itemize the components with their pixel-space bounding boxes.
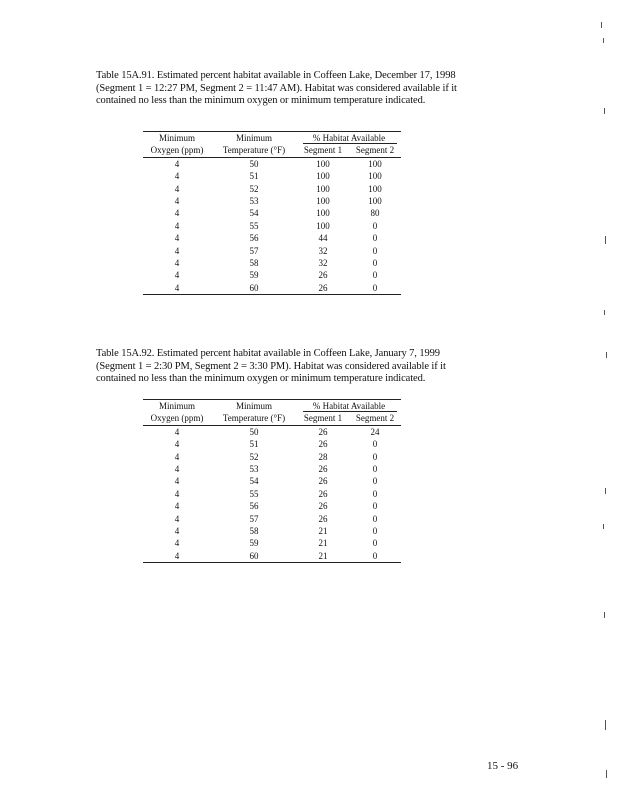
table-row [143,463,401,475]
cell-oxygen: 4 [174,270,180,281]
cell-temperature: 60 [211,550,297,563]
table-row [143,183,401,195]
cell-oxygen: 4 [174,476,180,487]
cell-segment-1: 26 [318,426,328,437]
col-temperature-header-line1: Minimum [211,400,297,413]
cell-segment-1: 26 [318,501,328,512]
cell-segment-2: 0 [372,270,378,281]
cell-oxygen: 4 [174,439,180,450]
cell-temperature: 59 [249,538,259,549]
cell-temperature: 56 [249,233,259,244]
cell-temperature: 52 [249,451,259,462]
table-row [143,232,401,244]
cell-oxygen: 4 [174,258,180,269]
cell-segment-2: 100 [368,183,382,194]
col-temperature-header-line1: Minimum [211,132,297,145]
cell-temperature: 55 [249,220,259,231]
scan-artifact [604,612,605,618]
cell-oxygen: 4 [174,158,180,169]
cell-segment-1: 26 [318,488,328,499]
cell-segment-1: 44 [318,233,328,244]
cell-temperature: 54 [249,208,259,219]
cell-oxygen: 4 [143,282,211,295]
table-row [143,220,401,232]
table-row [143,451,401,463]
table-row [143,195,401,207]
table-row [143,438,401,450]
scan-artifact [601,22,602,28]
cell-temperature: 51 [249,439,259,450]
cell-segment-1: 26 [318,270,328,281]
habitat-available-label: % Habitat Available [312,401,386,411]
table-2-body [143,425,401,562]
cell-segment-2: 0 [372,526,378,537]
cell-temperature: 58 [249,526,259,537]
scan-artifact [606,352,607,358]
habitat-table-2 [143,399,401,563]
table-row [143,245,401,257]
cell-segment-1: 100 [316,208,330,219]
col-oxygen-header-line2: Oxygen (ppm) [143,144,211,157]
table-row [143,550,401,563]
table-row [143,500,401,512]
cell-segment-1: 100 [316,171,330,182]
cell-segment-1: 26 [318,439,328,450]
cell-oxygen: 4 [174,220,180,231]
cell-temperature: 57 [249,245,259,256]
cell-oxygen: 4 [174,171,180,182]
col-segment-2-header: Segment 2 [349,412,401,425]
scan-artifact [605,488,606,494]
cell-segment-2: 0 [349,550,401,563]
scan-artifact [606,770,607,778]
cell-segment-1: 32 [318,245,328,256]
cell-segment-2: 80 [370,208,380,219]
cell-segment-2: 0 [372,233,378,244]
table-row [143,488,401,500]
scan-artifact [604,310,605,315]
table-2-caption: Table 15A.92. Estimated percent habitat available in Coffeen Lake, January 7, 1999 (Segment 1 = 2:30 PM, Segment 2 = 3:30 PM). Habitat was considered available if it contained no less than the minimum oxygen or minimum temperature indicated. [96,348,446,384]
cell-temperature: 54 [249,476,259,487]
scan-artifact [603,524,604,529]
cell-oxygen: 4 [174,196,180,207]
cell-oxygen: 4 [174,488,180,499]
cell-segment-1: 21 [318,538,328,549]
cell-segment-1: 32 [318,258,328,269]
table-row [143,537,401,549]
table-row [143,475,401,487]
cell-oxygen: 4 [174,183,180,194]
cell-segment-1: 26 [318,464,328,475]
col-segment-1-header: Segment 1 [297,144,349,157]
cell-oxygen: 4 [174,426,180,437]
cell-segment-2: 0 [349,282,401,295]
cell-segment-2: 0 [372,476,378,487]
table-row [143,157,401,170]
scan-artifact [603,38,604,43]
cell-segment-2: 0 [372,501,378,512]
cell-segment-2: 0 [372,538,378,549]
cell-temperature: 50 [249,158,259,169]
table-row [143,269,401,281]
cell-segment-2: 0 [372,439,378,450]
cell-temperature: 50 [249,426,259,437]
cell-segment-1: 26 [297,282,349,295]
scan-artifact [605,236,606,244]
cell-temperature: 57 [249,513,259,524]
col-temperature-header-line2: Temperature (°F) [211,144,297,157]
table-row [143,513,401,525]
col-oxygen-header-line1: Minimum [143,132,211,145]
cell-segment-2: 100 [368,158,382,169]
cell-segment-2: 0 [372,464,378,475]
cell-segment-2: 0 [372,220,378,231]
cell-segment-2: 0 [372,258,378,269]
cell-oxygen: 4 [174,451,180,462]
col-oxygen-header-line1: Minimum [143,400,211,413]
cell-segment-1: 21 [297,550,349,563]
habitat-available-group-header [297,132,401,145]
cell-oxygen: 4 [174,245,180,256]
cell-segment-1: 28 [318,451,328,462]
cell-oxygen: 4 [174,526,180,537]
scan-artifact [605,720,606,730]
cell-oxygen: 4 [174,501,180,512]
cell-segment-2: 0 [372,513,378,524]
cell-oxygen: 4 [174,538,180,549]
habitat-table-1 [143,131,401,295]
cell-segment-2: 24 [370,426,380,437]
cell-segment-1: 100 [316,183,330,194]
cell-temperature: 56 [249,501,259,512]
cell-temperature: 53 [249,464,259,475]
table-row [143,257,401,269]
cell-segment-1: 26 [318,513,328,524]
col-segment-2-header: Segment 2 [349,144,401,157]
cell-temperature: 55 [249,488,259,499]
scan-artifact [604,108,605,114]
table-1-body [143,157,401,294]
habitat-available-label: % Habitat Available [312,133,386,143]
table-row [143,425,401,438]
cell-segment-2: 100 [368,171,382,182]
habitat-available-group-header [297,400,401,413]
cell-oxygen: 4 [174,513,180,524]
cell-segment-1: 21 [318,526,328,537]
cell-temperature: 53 [249,196,259,207]
table-row [143,207,401,219]
cell-temperature: 51 [249,171,259,182]
cell-temperature: 52 [249,183,259,194]
cell-segment-2: 0 [372,451,378,462]
cell-segment-1: 26 [318,476,328,487]
cell-temperature: 59 [249,270,259,281]
cell-temperature: 60 [211,282,297,295]
col-oxygen-header-line2: Oxygen (ppm) [143,412,211,425]
cell-segment-1: 100 [316,196,330,207]
col-temperature-header-line2: Temperature (°F) [211,412,297,425]
table-row [143,170,401,182]
cell-segment-1: 100 [316,158,330,169]
page-number: 15 - 96 [487,760,519,772]
cell-oxygen: 4 [174,208,180,219]
cell-temperature: 58 [249,258,259,269]
cell-oxygen: 4 [174,464,180,475]
cell-oxygen: 4 [143,550,211,563]
cell-segment-2: 100 [368,196,382,207]
cell-segment-2: 0 [372,488,378,499]
table-row [143,282,401,295]
cell-oxygen: 4 [174,233,180,244]
cell-segment-2: 0 [372,245,378,256]
table-1-caption: Table 15A.91. Estimated percent habitat available in Coffeen Lake, December 17, 1998 (Segment 1 = 12:27 PM, Segment 2 = 11:47 AM). Habitat was considered available if it contained no less than the minimum oxygen or minimum temperature indicated. [96,70,457,106]
col-segment-1-header: Segment 1 [297,412,349,425]
cell-segment-1: 100 [316,220,330,231]
table-row [143,525,401,537]
